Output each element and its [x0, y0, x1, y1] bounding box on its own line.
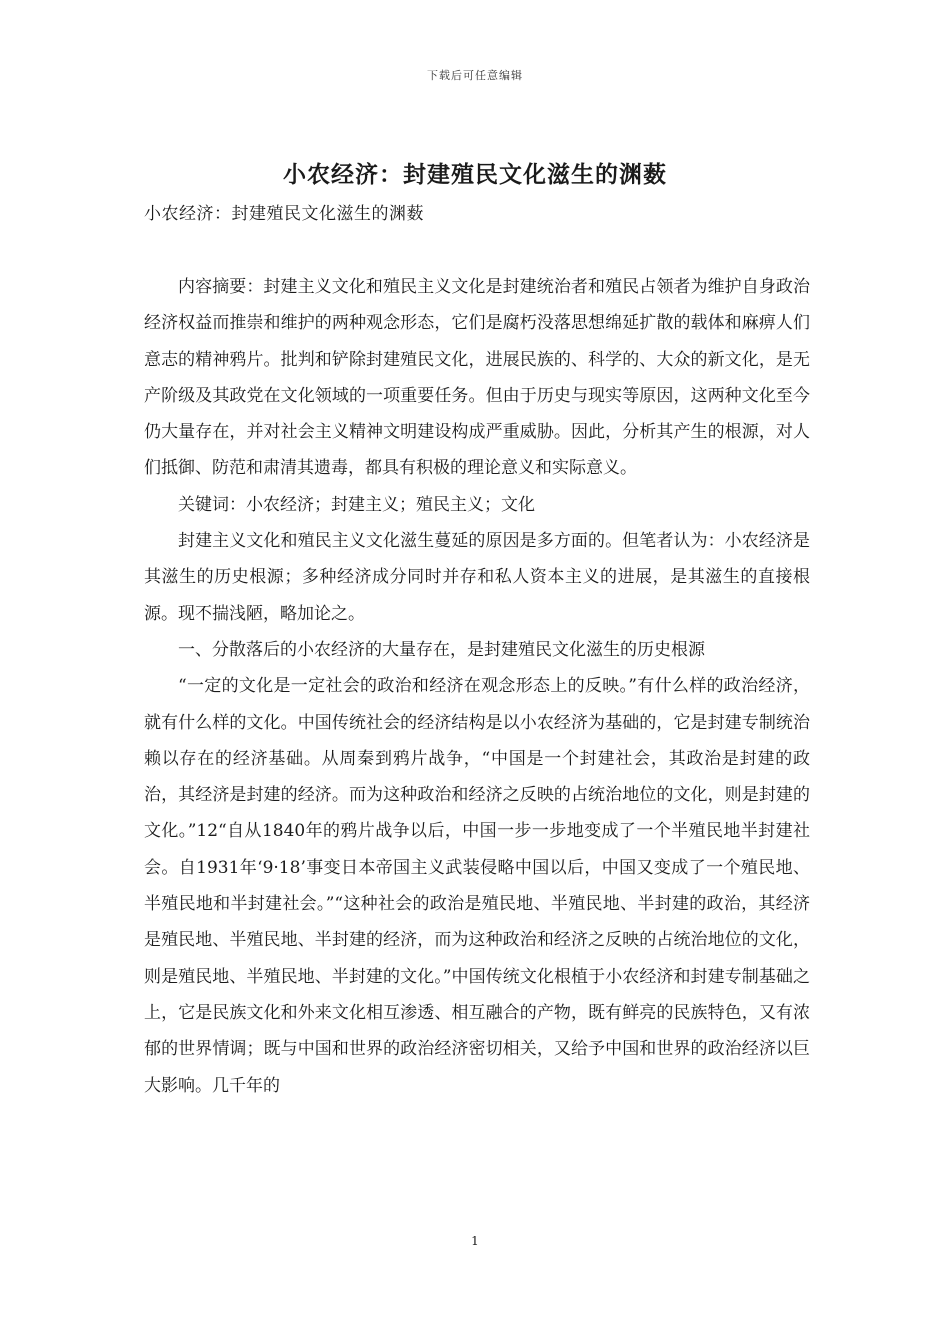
abstract-paragraph: 内容摘要：封建主义文化和殖民主义文化是封建统治者和殖民占领者为维护自身政治经济权益而推崇和维护的两种观念形态，它们是腐朽没落思想绵延扩散的载体和麻痹人们意志的精神鸦片。批判和铲除封建殖民文化，进展民族的、科学的、大众的新文化，是无产阶级及其政党在文化领域的一项重要任务。但由于历史与现实等原因，这两种文化至今仍大量存在，并对社会主义精神文明建设构成严重威胁。因此，分析其产生的根源，对人们抵御、防范和肃清其遗毒，都具有积极的理论意义和实际意义。	[144, 277, 810, 479]
page-header-note: 下载后可任意编辑	[427, 69, 523, 82]
document-body	[144, 269, 810, 1104]
section-heading: 一、分散落后的小农经济的大量存在，是封建殖民文化滋生的历史根源	[178, 639, 705, 660]
keywords-paragraph: 关键词：小农经济；封建主义；殖民主义；文化	[178, 494, 535, 515]
page-number: 1	[471, 1234, 479, 1248]
intro-paragraph: 封建主义文化和殖民主义文化滋生蔓延的原因是多方面的。但笔者认为：小农经济是其滋生的历史根源；多种经济成分同时并存和私人资本主义的进展，是其滋生的直接根源。现不揣浅陋，略加论之。	[144, 531, 810, 624]
body-paragraph: “一定的文化是一定社会的政治和经济在观念形态上的反映。”有什么样的政治经济，就有什么样的文化。中国传统社会的经济结构是以小农经济为基础的，它是封建专制统治赖以存在的经济基础。从周秦到鸦片战争，“中国是一个封建社会，其政治是封建的政治，其经济是封建的经济。而为这种政治和经济之反映的占统治地位的文化，则是封建的文化。”12“自从1840年的鸦片战争以后，中国一步一步地变成了一个半殖民地半封建社会。自1931年‘9·18’事变日本帝国主义武装侵略中国以后，中国又变成了一个殖民地、半殖民地和半封建社会。”“这种社会的政治是殖民地、半殖民地、半封建的政治，其经济是殖民地、半殖民地、半封建的经济，而为这种政治和经济之反映的占统治地位的文化，则是殖民地、半殖民地、半封建的文化。”中国传统文化根植于小农经济和封建专制基础之上，它是民族文化和外来文化相互渗透、相互融合的产物，既有鲜亮的民族特色，又有浓郁的世界情调；既与中国和世界的政治经济密切相关，又给予中国和世界的政治经济以巨大影响。几千年的	[144, 676, 810, 1096]
document-subtitle: 小农经济：封建殖民文化滋生的渊薮	[144, 204, 424, 224]
document-title: 小农经济：封建殖民文化滋生的渊薮	[283, 161, 667, 188]
